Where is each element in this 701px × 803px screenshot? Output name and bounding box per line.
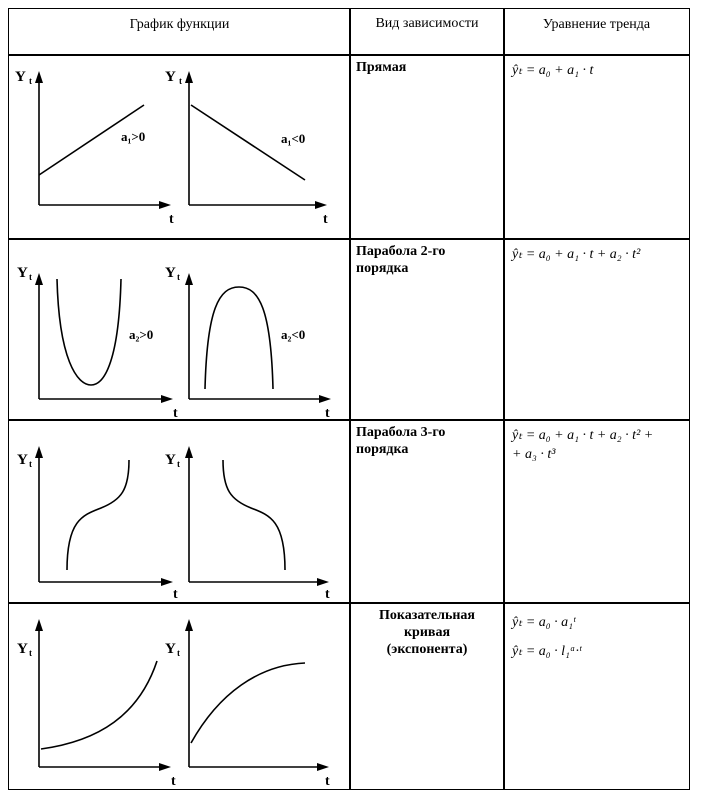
type-cell-linear: Прямая xyxy=(349,54,505,240)
x-axis-label: t xyxy=(173,587,178,602)
x-axis-label: t xyxy=(171,774,176,789)
graph-exponential xyxy=(9,603,349,789)
equation-cell-parabola3 xyxy=(503,419,690,604)
y-axis-label: Y xyxy=(17,641,28,657)
graph-cell-parabola2 xyxy=(8,238,351,421)
coefficient-note: a₂>0 xyxy=(129,327,154,342)
equation-cell-exponential xyxy=(503,602,690,790)
x-axis-label: t xyxy=(323,212,328,227)
graph-cell-exponential xyxy=(8,602,351,790)
graph-cell-parabola3 xyxy=(8,419,351,604)
x-axis-label: t xyxy=(169,212,174,227)
graph-cell-linear xyxy=(8,54,351,240)
y-axis-sub: t xyxy=(177,459,180,469)
y-axis-sub: t xyxy=(177,272,180,282)
y-axis-label: Y xyxy=(17,265,28,281)
header-type: Вид зависимости xyxy=(349,8,505,56)
type-cell-parabola3: Парабола 3-го порядка xyxy=(349,419,505,604)
equation-cell-parabola2 xyxy=(503,238,690,421)
graph-parabola2 xyxy=(9,239,349,420)
equation-line: ŷₜ = a₀ + a₁ · t + a₂ · t² + xyxy=(512,428,654,443)
type-cell-parabola2: Парабола 2-го порядка xyxy=(349,238,505,421)
type-cell-exponential: Показательная кривая (экспонента) xyxy=(349,602,505,790)
equation-line: ŷₜ = a₀ · a₁ᵗ xyxy=(512,615,576,630)
x-axis-label: t xyxy=(325,406,330,420)
equation-line: ŷₜ = a₀ + a₁ · t + a₂ · t² xyxy=(512,247,641,262)
coefficient-note: a₂<0 xyxy=(281,327,306,342)
header-equation: Уравнение тренда xyxy=(503,8,690,56)
graph-parabola3 xyxy=(9,420,349,603)
graph-linear xyxy=(9,55,349,239)
trend-table xyxy=(8,8,690,790)
y-axis-label: Y xyxy=(165,265,176,281)
equation-line: ŷₜ = a₀ + a₁ · t xyxy=(512,63,594,78)
coefficient-note: a₁>0 xyxy=(121,129,146,144)
y-axis-sub: t xyxy=(29,459,32,469)
equation-line: ŷₜ = a₀ · l₁ᵃ·ᵗ xyxy=(512,644,582,659)
equation-cell-linear xyxy=(503,54,690,240)
coefficient-note: a₁<0 xyxy=(281,131,306,146)
y-axis-sub: t xyxy=(29,648,32,658)
x-axis-label: t xyxy=(325,587,330,602)
y-axis-label: Y xyxy=(165,641,176,657)
x-axis-label: t xyxy=(325,774,330,789)
y-axis-label: Y xyxy=(165,69,176,85)
x-axis-label: t xyxy=(173,406,178,420)
y-axis-label: Y xyxy=(165,452,176,468)
y-axis-sub: t xyxy=(179,76,182,86)
header-graph: График функции xyxy=(8,8,351,56)
y-axis-label: Y xyxy=(15,69,26,85)
y-axis-sub: t xyxy=(177,648,180,658)
y-axis-label: Y xyxy=(17,452,28,468)
equation-line: + a₃ · t³ xyxy=(512,447,556,462)
y-axis-sub: t xyxy=(29,76,32,86)
y-axis-sub: t xyxy=(29,272,32,282)
